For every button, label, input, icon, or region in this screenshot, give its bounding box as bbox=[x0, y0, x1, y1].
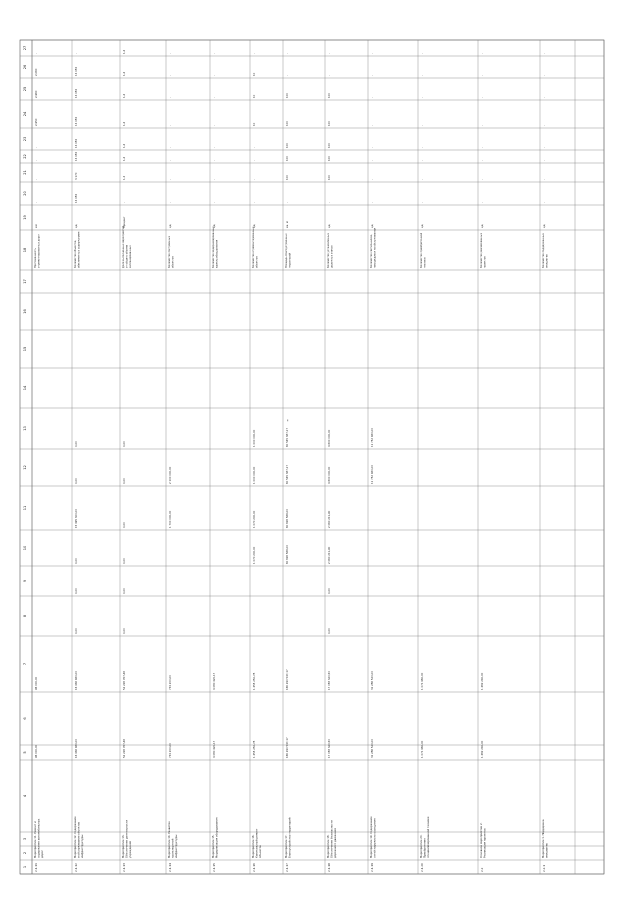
row-year-value: 60 826 566,00 bbox=[286, 545, 289, 564]
row-indicator-line: Количество построенных bbox=[168, 235, 171, 268]
row-indicator-line: Количество объектов, bbox=[74, 239, 77, 268]
row-number: 2.1.12 bbox=[74, 863, 78, 872]
row-number: 2.1.20 bbox=[420, 863, 424, 872]
row-total: 4 080 420,17 bbox=[213, 740, 216, 758]
row-year-value: 60 545 387,17 bbox=[286, 428, 289, 447]
row-name-line: Капитальный ремонт bbox=[255, 828, 259, 858]
row-name-line: инфраструктуры bbox=[80, 834, 84, 858]
row-indicator-value: 100 bbox=[286, 156, 289, 161]
header-column-number: 7 bbox=[23, 662, 27, 666]
header-column-number: 16 bbox=[23, 309, 27, 314]
row-year-value: 4 600 000,00 bbox=[328, 466, 331, 484]
row-local-budget: 31 286 520,00 bbox=[371, 671, 374, 690]
header-column-number: 18 bbox=[23, 247, 27, 253]
header-column-number: 6 bbox=[23, 717, 27, 720]
row-indicator-line: объектов bbox=[171, 256, 175, 268]
row-indicator-value: - bbox=[286, 53, 289, 54]
row-name-line: Мероприятие 15. bbox=[212, 834, 215, 858]
row-indicator-value: 100 bbox=[328, 93, 331, 98]
row-indicator-value: 10 bbox=[253, 94, 256, 98]
row-indicator-value: - bbox=[371, 125, 374, 126]
row-name-line: Мероприятие 17. bbox=[285, 834, 288, 858]
row-year-value: 60 826 566,00 bbox=[286, 509, 289, 528]
header-column-number: 15 bbox=[23, 346, 27, 352]
row-indicator-line: территорий bbox=[288, 253, 292, 268]
row-year-value: 2 100 000,00 bbox=[169, 466, 172, 484]
row-indicator-value: - bbox=[213, 147, 216, 148]
row-year-value: 1 070 200,00 bbox=[253, 546, 256, 564]
header-column-number: 10 bbox=[23, 545, 27, 551]
row-year-value: 11 752 460,00 bbox=[371, 428, 374, 447]
row-indicator-value: - bbox=[543, 53, 546, 54]
row-indicator-value: - bbox=[481, 125, 484, 126]
row-unit: ед. bbox=[543, 223, 546, 228]
row-year-value: 0,00 bbox=[123, 628, 126, 634]
row-name-line: Мероприятие 14. Развитие bbox=[168, 821, 171, 858]
row-indicator-value: - bbox=[169, 147, 172, 148]
row-unit: ед. bbox=[75, 223, 78, 228]
row-indicator-value: - bbox=[169, 202, 172, 203]
row-name-line: Мероприятие 16. bbox=[252, 834, 255, 858]
row-indicator-line: запланированных bbox=[128, 245, 132, 268]
row-indicator-value: 1,3 bbox=[123, 175, 126, 180]
row-year-value: 0,00 bbox=[123, 522, 126, 528]
row-total: 1 455 250,78 bbox=[253, 740, 256, 758]
row-indicator-value: - bbox=[213, 97, 216, 98]
row-indicator-value: - bbox=[421, 53, 424, 54]
header-column-number: 22 bbox=[23, 154, 27, 159]
row-unit: кв. м bbox=[286, 221, 289, 228]
row-indicator-value: - bbox=[213, 179, 216, 180]
row-unit: ед. bbox=[371, 223, 374, 228]
row-indicator-value: 1,4 bbox=[123, 71, 126, 76]
row-indicator-value: 10 bbox=[253, 72, 256, 76]
row-local-budget: 52 226 057,46 bbox=[123, 671, 126, 690]
row-indicator-value: 2,060 bbox=[35, 68, 38, 76]
row-name-line: и обслуживание объектов bbox=[77, 821, 81, 858]
row-indicator-line: дорожных знаков bbox=[330, 245, 334, 268]
row-local-budget: 4 080 420,17 bbox=[213, 672, 216, 690]
row-indicator-value: - bbox=[543, 97, 546, 98]
row-indicator-line: Количество реализованных bbox=[480, 232, 483, 268]
row-total: 1 482 240,00 bbox=[481, 740, 484, 758]
row-name-line: дорог bbox=[40, 850, 44, 858]
header-column-number: 14 bbox=[23, 385, 27, 391]
row-year-value: 4 600 000,00 bbox=[328, 429, 331, 447]
row-indicator-value: 13 083 bbox=[75, 151, 78, 161]
header-column-number: 23 bbox=[23, 136, 27, 142]
row-indicator-value: 100 bbox=[286, 143, 289, 148]
row-indicator-line: объектов bbox=[255, 256, 259, 268]
row-indicator-value: - bbox=[169, 97, 172, 98]
row-indicator-value: 2,960 bbox=[35, 90, 38, 98]
row-indicator-value: - bbox=[421, 97, 424, 98]
row-indicator-line: Площадь благоустроенных bbox=[285, 233, 288, 268]
row-unit: процент bbox=[123, 216, 126, 228]
row-name-line: Реализация проектов bbox=[483, 828, 487, 858]
margin-mark: ' bbox=[287, 419, 289, 426]
row-indicator-value: - bbox=[371, 160, 374, 161]
row-indicator-line: Количество поддержанных bbox=[542, 233, 545, 268]
row-indicator-line: техники bbox=[423, 257, 427, 268]
row-indicator-value: - bbox=[481, 147, 484, 148]
row-indicator-line: Количество приобретенной bbox=[420, 232, 423, 268]
row-number: 2.1.15 bbox=[212, 863, 216, 872]
row-total: 52 226 057,46 bbox=[123, 739, 126, 758]
row-indicator-value: - bbox=[371, 75, 374, 76]
row-year-value: 60 545 387,17 bbox=[286, 465, 289, 484]
row-local-budget: 17 058 320,50 bbox=[328, 671, 331, 690]
row-year-value: 0,00 bbox=[75, 478, 78, 484]
row-indicator-value: - bbox=[421, 125, 424, 126]
row-indicator-line: обеспеченных содержанием bbox=[77, 231, 81, 268]
row-year-value: 2 060 211,90 bbox=[328, 510, 331, 528]
row-year-value: 0,00 bbox=[123, 588, 126, 594]
row-name-line: Модернизация оборудования bbox=[215, 817, 219, 858]
row-indicator-value: - bbox=[481, 75, 484, 76]
row-indicator-value: 1,4 bbox=[123, 143, 126, 148]
row-indicator-value: 1,4 bbox=[123, 93, 126, 98]
row-indicator-value: - bbox=[286, 75, 289, 76]
row-year-value: 1 000 000,00 bbox=[253, 466, 256, 484]
row-indicator-line: Доля выполненных мероприятий bbox=[122, 226, 125, 268]
row-name-line: Мероприятие 13. bbox=[122, 834, 125, 858]
row-total: 166 290 547,17 bbox=[286, 737, 289, 758]
row-indicator-value: - bbox=[213, 160, 216, 161]
row-indicator-value: - bbox=[371, 97, 374, 98]
row-name-line: Мероприятие 11. Ремонт и bbox=[34, 821, 37, 858]
row-year-value: 11 752 460,00 bbox=[371, 465, 374, 484]
row-indicator-line: Количество отремонтированных bbox=[252, 226, 255, 268]
row-name-line: Мероприятие 20. bbox=[420, 834, 423, 858]
row-indicator-value: 100 bbox=[328, 143, 331, 148]
row-indicator-value: 1,4 bbox=[123, 156, 126, 161]
row-indicator-value: - bbox=[253, 160, 256, 161]
row-unit: ед. bbox=[328, 223, 331, 228]
row-local-budget: 733 200,00 bbox=[169, 675, 172, 690]
row-name-line: Мероприятие 1. Поддержка bbox=[542, 819, 545, 858]
row-indicator-line: отремонтированных дорог bbox=[37, 233, 41, 268]
row-year-value: 2 060 211,90 bbox=[328, 546, 331, 564]
row-year-value: 1 700 000,00 bbox=[169, 510, 172, 528]
header-column-number: 26 bbox=[23, 64, 27, 70]
row-number: 2.1.19 bbox=[370, 863, 374, 872]
row-number: 2.1.17 bbox=[285, 863, 289, 872]
row-name-line: инфраструктуры bbox=[174, 834, 178, 858]
row-name-line: инициатив bbox=[545, 843, 549, 858]
row-name-line: дорожного движения bbox=[333, 828, 337, 858]
row-name-line: Благоустройство территорий bbox=[288, 817, 292, 858]
row-number: 2.1.11 bbox=[34, 863, 38, 872]
row-indicator-line: инициатив bbox=[545, 254, 549, 268]
row-indicator-value: - bbox=[169, 53, 172, 54]
header-column-number: 2 bbox=[23, 851, 27, 855]
row-indicator-value: - bbox=[543, 160, 546, 161]
row-indicator-value: - bbox=[481, 179, 484, 180]
row-indicator-value: - bbox=[328, 53, 331, 54]
row-indicator-value: 2,950 bbox=[35, 118, 38, 126]
row-year-value: 0,00 bbox=[328, 588, 331, 594]
header-column-number: 21 bbox=[23, 170, 27, 175]
header-column-number: 4 bbox=[23, 794, 27, 798]
row-total: 733 200,00 bbox=[169, 743, 172, 758]
row-local-budget: 16 436 460,00 bbox=[75, 671, 78, 690]
header-column-number: 11 bbox=[23, 505, 27, 511]
row-indicator-value: - bbox=[481, 53, 484, 54]
row-indicator-value: - bbox=[371, 147, 374, 148]
row-indicator-value: - bbox=[543, 75, 546, 76]
row-indicator-value: - bbox=[371, 202, 374, 203]
row-indicator-line: Количество модернизированных bbox=[212, 226, 215, 268]
row-name-line: объектов bbox=[258, 845, 262, 858]
row-local-budget: 96 000,00 bbox=[35, 676, 38, 690]
header-column-number: 12 bbox=[23, 465, 27, 470]
row-unit: ед. bbox=[169, 223, 172, 228]
row-name-line: Мероприятие 12. Содержание bbox=[74, 816, 77, 858]
row-total: 17 058 320,50 bbox=[328, 739, 331, 758]
row-year-value: 0,00 bbox=[75, 441, 78, 447]
header-column-number: 5 bbox=[23, 751, 27, 754]
row-name-line: содержание автомобильных bbox=[37, 818, 41, 858]
row-indicator-line: находящихся на обслуживании bbox=[373, 228, 377, 268]
row-indicator-value: 13 083 bbox=[75, 88, 78, 98]
row-year-value: 15 495 300,00 bbox=[75, 509, 78, 528]
row-indicator-value: - bbox=[169, 75, 172, 76]
row-indicator-value: - bbox=[169, 179, 172, 180]
row-name-line: специализированной техники bbox=[426, 816, 430, 858]
header-column-number: 17 bbox=[23, 279, 27, 284]
header-column-number: 3 bbox=[23, 837, 27, 841]
row-year-value: 0,00 bbox=[123, 558, 126, 564]
header-column-number: 25 bbox=[23, 86, 27, 92]
row-indicator-value: - bbox=[543, 147, 546, 148]
row-indicator-value: - bbox=[421, 202, 424, 203]
row-indicator-value: 13 083 bbox=[75, 193, 78, 203]
row-indicator-value: - bbox=[35, 53, 38, 54]
row-indicator-value: 1,4 bbox=[123, 121, 126, 126]
row-name-line: Обеспечение деятельности bbox=[125, 819, 129, 858]
header-column-number: 1 bbox=[23, 865, 27, 869]
row-indicator-value: - bbox=[371, 53, 374, 54]
row-indicator-value: 100 bbox=[328, 121, 331, 126]
row-indicator-value: 100 bbox=[328, 175, 331, 180]
row-indicator-value: - bbox=[35, 160, 38, 161]
row-indicator-value: - bbox=[35, 147, 38, 148]
row-name-line: Приобретение bbox=[423, 838, 427, 858]
row-name-line: учреждения bbox=[128, 841, 132, 858]
row-indicator-value: - bbox=[169, 125, 172, 126]
row-indicator-value: - bbox=[421, 147, 424, 148]
row-name-line: Мероприятие 19. Содержание bbox=[370, 816, 373, 858]
row-indicator-value: - bbox=[421, 75, 424, 76]
row-indicator-value: 100 bbox=[286, 175, 289, 180]
row-indicator-value: - bbox=[286, 202, 289, 203]
row-indicator-value: - bbox=[35, 202, 38, 203]
row-name-line: сетей наружного освещения bbox=[373, 818, 377, 858]
row-indicator-value: 100 bbox=[286, 121, 289, 126]
row-indicator-value: 3 170 bbox=[75, 172, 78, 180]
row-indicator-value: - bbox=[253, 53, 256, 54]
header-column-number: 24 bbox=[23, 111, 27, 117]
row-number: 2.1.13 bbox=[122, 863, 126, 872]
row-name-line: Мероприятие 18. bbox=[327, 834, 330, 858]
row-number: 2.1.18 bbox=[327, 863, 331, 872]
row-year-value: 1 000 000,00 bbox=[253, 429, 256, 447]
row-name-line: Обеспечение безопасности bbox=[330, 820, 334, 858]
row-local-budget: 1 071 960,00 bbox=[421, 672, 424, 690]
row-indicator-value: - bbox=[213, 53, 216, 54]
header-column-number: 19 bbox=[23, 215, 27, 220]
row-indicator-value: - bbox=[543, 179, 546, 180]
row-indicator-value: 10 bbox=[253, 122, 256, 126]
row-indicator-value: - bbox=[543, 202, 546, 203]
row-total: 96 000,00 bbox=[35, 744, 38, 758]
header-column-number: 27 bbox=[23, 45, 27, 51]
row-indicator-value: - bbox=[328, 75, 331, 76]
row-indicator-value: - bbox=[543, 125, 546, 126]
row-year-value: 0,00 bbox=[328, 628, 331, 634]
row-indicator-line: проектов bbox=[483, 256, 487, 268]
row-indicator-value: - bbox=[328, 202, 331, 203]
row-indicator-line: единиц оборудования bbox=[215, 239, 219, 268]
header-column-number: 13 bbox=[23, 426, 27, 431]
row-total: 31 286 520,00 bbox=[371, 739, 374, 758]
row-total: 16 436 460,00 bbox=[75, 739, 78, 758]
row-unit: ед. bbox=[253, 223, 256, 228]
row-year-value: 0,00 bbox=[75, 588, 78, 594]
row-indicator-value: 13 083 bbox=[75, 116, 78, 126]
row-indicator-value: - bbox=[123, 202, 126, 203]
row-indicator-value: - bbox=[213, 202, 216, 203]
row-indicator-value: 100 bbox=[286, 93, 289, 98]
row-indicator-value: - bbox=[481, 202, 484, 203]
row-number: 2.2 bbox=[480, 867, 484, 872]
row-indicator-value: 13 083 bbox=[75, 138, 78, 148]
row-indicator-line: от общего объема bbox=[125, 244, 129, 268]
row-unit: км bbox=[35, 224, 38, 228]
row-indicator-value: - bbox=[371, 179, 374, 180]
row-indicator-line: Протяженность bbox=[34, 248, 37, 268]
row-number: 2.2.1 bbox=[542, 864, 546, 872]
row-indicator-value: 100 bbox=[328, 156, 331, 161]
header-column-number: 8 bbox=[23, 614, 27, 618]
row-year-value: 1 070 200,00 bbox=[253, 510, 256, 528]
row-indicator-value: - bbox=[481, 160, 484, 161]
row-indicator-value: - bbox=[421, 160, 424, 161]
row-indicator-value: - bbox=[253, 179, 256, 180]
row-indicator-line: Количество установленных bbox=[327, 233, 330, 268]
row-indicator-value: - bbox=[213, 75, 216, 76]
row-indicator-value: 1,4 bbox=[123, 49, 126, 54]
row-name-line: Основное мероприятие 2. bbox=[480, 822, 483, 858]
row-indicator-value: - bbox=[35, 179, 38, 180]
row-total: 1 071 960,00 bbox=[421, 740, 424, 758]
row-unit: ед. bbox=[213, 223, 216, 228]
row-indicator-value: - bbox=[421, 179, 424, 180]
row-indicator-line: Количество светильников, bbox=[370, 234, 373, 268]
row-local-budget: 1 455 250,78 bbox=[253, 672, 256, 690]
row-indicator-value: - bbox=[169, 160, 172, 161]
header-column-number: 20 bbox=[23, 191, 27, 196]
row-year-value: 0,00 bbox=[123, 441, 126, 447]
row-unit: ед. bbox=[481, 223, 484, 228]
row-indicator-value: - bbox=[213, 125, 216, 126]
row-local-budget: 166 290 547,17 bbox=[286, 669, 289, 690]
row-indicator-value: - bbox=[481, 97, 484, 98]
row-local-budget: 1 482 240,00 bbox=[481, 672, 484, 690]
row-year-value: 0,00 bbox=[75, 558, 78, 564]
row-number: 2.1.14 bbox=[168, 863, 172, 872]
row-indicator-value: - bbox=[75, 53, 78, 54]
row-unit: ед. bbox=[421, 223, 424, 228]
row-year-value: 0,00 bbox=[75, 628, 78, 634]
row-indicator-value: - bbox=[253, 147, 256, 148]
header-column-number: 9 bbox=[23, 579, 27, 583]
row-number: 2.1.16 bbox=[252, 863, 256, 872]
row-indicator-value: 13 083 bbox=[75, 66, 78, 76]
row-name-line: транспортной bbox=[171, 838, 175, 858]
row-indicator-value: - bbox=[253, 202, 256, 203]
row-year-value: 0,00 bbox=[123, 478, 126, 484]
